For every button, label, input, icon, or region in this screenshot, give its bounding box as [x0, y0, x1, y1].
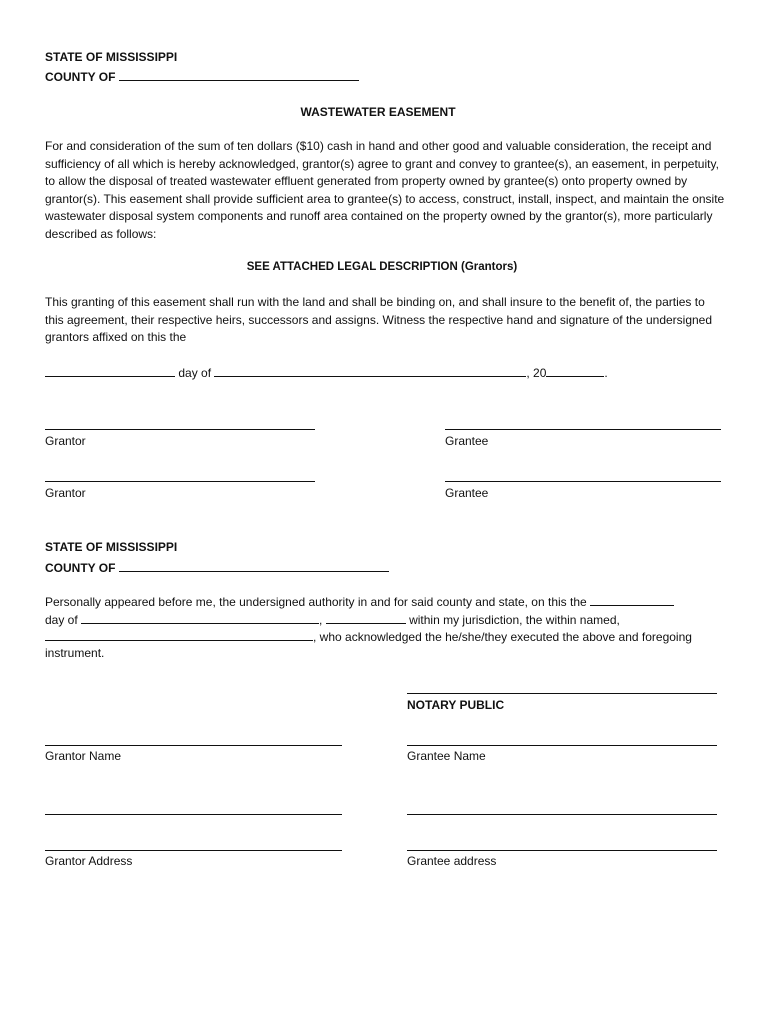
month-blank[interactable]	[214, 364, 526, 377]
consideration-paragraph: For and consideration of the sum of ten dollars ($10) cash in hand and other good and valuable consideration, the receipt and sufficiency of all which is hereby acknowledged, grantor(s) agree to grant and convey to grantee(s), an easement, in perpetuity, to allow the disposal of treated wastewater effluent generated from property owned by grantee(s) onto property owned by grantor(s). This easement shall provide sufficient area to grantee(s) to access, construct, install, inspect, and maintain the onsite wastewater disposal system components and runoff area contained on the property owned by the grantor(s), more particularly described as follows:	[45, 139, 725, 241]
grantee-name-label: Grantee Name	[407, 749, 486, 763]
notary-signature-line[interactable]	[407, 693, 717, 694]
day-blank[interactable]	[45, 364, 175, 377]
grantee-address-label: Grantee address	[407, 854, 497, 868]
year-prefix: , 20	[526, 366, 547, 380]
ack-line-2	[45, 611, 620, 627]
ack-named-blank[interactable]	[45, 628, 313, 641]
grantor-name-line[interactable]	[45, 745, 342, 746]
ack-month-blank[interactable]	[81, 611, 319, 624]
grantee-name-line[interactable]	[407, 745, 717, 746]
ack-state-heading: STATE OF MISSISSIPPI	[45, 540, 178, 554]
ack-county-blank[interactable]	[119, 559, 389, 572]
grantor-1-signature-line[interactable]	[45, 429, 315, 430]
legal-description-heading: SEE ATTACHED LEGAL DESCRIPTION (Grantors)	[246, 261, 518, 273]
grantee-1-signature-line[interactable]	[445, 429, 721, 430]
grantor-address-line-1[interactable]	[45, 814, 342, 815]
date-line	[45, 364, 608, 380]
ack-county-label: COUNTY OF	[45, 561, 116, 575]
grantee-address-line-2[interactable]	[407, 850, 717, 851]
year-blank[interactable]	[546, 364, 604, 377]
document-title: WASTEWATER EASEMENT	[300, 105, 456, 119]
grantor-2-signature-line[interactable]	[45, 481, 315, 482]
ack-acknowledged-text: , who acknowledged the he/she/they executed the above and foregoing	[313, 630, 692, 644]
grantor-1-label: Grantor	[45, 434, 86, 448]
date-end: .	[604, 366, 608, 380]
grantor-name-label: Grantor Name	[45, 749, 122, 763]
county-blank[interactable]	[119, 68, 359, 81]
grantee-address-line-1[interactable]	[407, 814, 717, 815]
day-of-text: day of	[178, 366, 212, 380]
ack-year-blank[interactable]	[326, 611, 406, 624]
county-label: COUNTY OF	[45, 70, 116, 84]
ack-line-4: instrument.	[45, 646, 105, 660]
ack-text-1: Personally appeared before me, the undersigned authority in and for said county and state, on this the	[45, 595, 587, 609]
ack-comma: ,	[319, 613, 323, 627]
ack-day-of-text: day of	[45, 613, 78, 627]
county-heading	[45, 68, 359, 84]
state-heading: STATE OF MISSISSIPPI	[45, 50, 178, 64]
grantee-2-signature-line[interactable]	[445, 481, 721, 482]
grantor-2-label: Grantor	[45, 486, 86, 500]
notary-public-label: NOTARY PUBLIC	[407, 698, 505, 712]
ack-line-1	[45, 593, 674, 609]
ack-county-heading	[45, 559, 389, 575]
grantor-address-label: Grantor Address	[45, 854, 133, 868]
ack-jurisdiction-text: within my jurisdiction, the within named,	[409, 613, 620, 627]
grantee-1-label: Grantee	[445, 434, 489, 448]
grantee-2-label: Grantee	[445, 486, 489, 500]
ack-line-3	[45, 628, 692, 644]
grantor-address-line-2[interactable]	[45, 850, 342, 851]
ack-day-blank[interactable]	[590, 593, 674, 606]
binding-paragraph: This granting of this easement shall run with the land and shall be binding on, and shall insure to the benefit of, the parties to this agreement, their respective heirs, successors and assigns. Witness the respective hand and signature of the undersigned grantors affixed on this the	[45, 295, 713, 344]
